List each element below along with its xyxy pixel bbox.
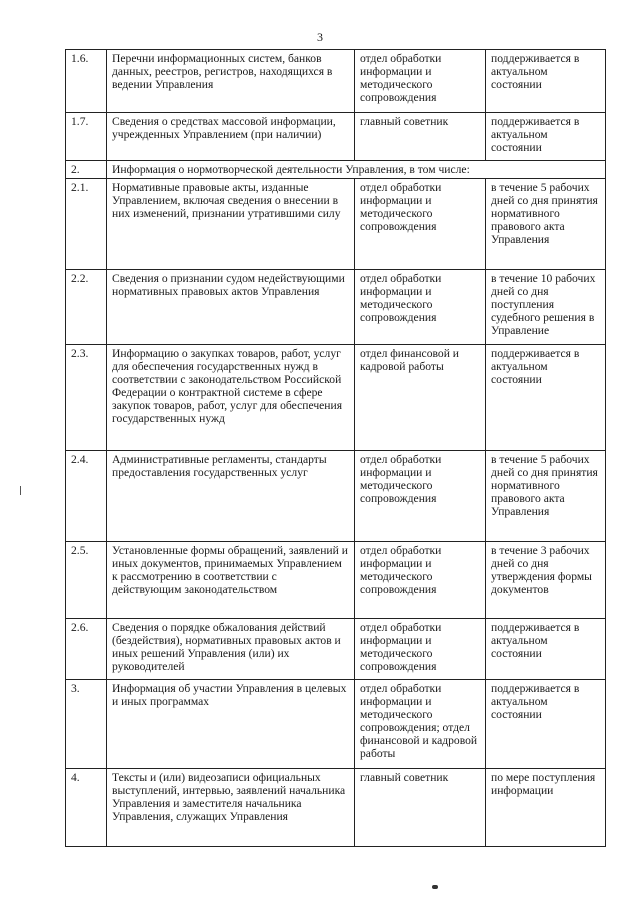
publication-term: поддерживается в актуальном состоянии [486,345,606,451]
responsible-unit: отдел обработки информации и методического сопровождения; отдел финансовой и кадровой работы [355,680,486,769]
responsible-unit: главный советник [355,113,486,161]
responsible-unit: отдел финансовой и кадровой работы [355,345,486,451]
row-number: 4. [66,769,107,847]
publication-term: в течение 5 рабочих дней со дня принятия нормативного правового акта Управления [486,451,606,542]
table-row [66,179,606,270]
responsible-unit: отдел обработки информации и методического сопровождения [355,451,486,542]
info-description: Информацию о закупках товаров, работ, услуг для обеспечения государственных нужд в соответствии с законодательством Российской Федерации о контрактной системе в сфере закупок товаров, работ, услуг для обеспечения государственных нужд [107,345,355,451]
publication-term: поддерживается в актуальном состоянии [486,619,606,680]
responsible-unit: отдел обработки информации и методического сопровождения [355,542,486,619]
info-description: Нормативные правовые акты, изданные Управлением, включая сведения о внесении в них изменений, признании утратившими силу [107,179,355,270]
section-title: Информация о нормотворческой деятельности Управления, в том числе: [107,161,606,179]
publication-term: по мере поступления информации [486,769,606,847]
publication-term: в течение 3 рабочих дней со дня утверждения формы документов [486,542,606,619]
publication-term: поддерживается в актуальном состоянии [486,50,606,113]
table-row [66,451,606,542]
table-row [66,680,606,769]
responsible-unit: отдел обработки информации и методического сопровождения [355,619,486,680]
table-row [66,270,606,345]
table-row [66,769,606,847]
table-row [66,50,606,113]
section-number: 2. [66,161,107,179]
table-row [66,619,606,680]
section-row [66,161,606,179]
info-description: Установленные формы обращений, заявлений и иных документов, принимаемых Управлением к рассмотрению в соответствии с действующим законодательством [107,542,355,619]
row-number: 2.3. [66,345,107,451]
scan-speck [432,885,438,889]
row-number: 2.2. [66,270,107,345]
publication-term: поддерживается в актуальном состоянии [486,113,606,161]
responsible-unit: отдел обработки информации и методического сопровождения [355,270,486,345]
info-description: Перечни информационных систем, банков данных, реестров, регистров, находящихся в ведении Управления [107,50,355,113]
info-description: Административные регламенты, стандарты предоставления государственных услуг [107,451,355,542]
info-description: Сведения о признании судом недействующими нормативных правовых актов Управления [107,270,355,345]
row-number: 2.4. [66,451,107,542]
row-number: 2.6. [66,619,107,680]
info-description: Информация об участии Управления в целевых и иных программах [107,680,355,769]
row-number: 3. [66,680,107,769]
row-number: 1.7. [66,113,107,161]
responsible-unit: главный советник [355,769,486,847]
scan-speck [20,486,21,495]
row-number: 2.5. [66,542,107,619]
responsible-unit: отдел обработки информации и методического сопровождения [355,179,486,270]
row-number: 2.1. [66,179,107,270]
publication-term: в течение 10 рабочих дней со дня поступления судебного решения в Управление [486,270,606,345]
page-number: 3 [317,30,323,44]
row-number: 1.6. [66,50,107,113]
table-row [66,113,606,161]
responsible-unit: отдел обработки информации и методического сопровождения [355,50,486,113]
publication-term: в течение 5 рабочих дней со дня принятия нормативного правового акта Управления [486,179,606,270]
info-description: Тексты и (или) видеозаписи официальных выступлений, интервью, заявлений начальника Управления и заместителя начальника Управления, служащих Управления [107,769,355,847]
publication-term: поддерживается в актуальном состоянии [486,680,606,769]
table-row [66,542,606,619]
info-publication-table [65,49,606,847]
info-description: Сведения о средствах массовой информации, учрежденных Управлением (при наличии) [107,113,355,161]
info-description: Сведения о порядке обжалования действий (бездействия), нормативных правовых актов и иных решений Управления (или) их руководителей [107,619,355,680]
table-row [66,345,606,451]
